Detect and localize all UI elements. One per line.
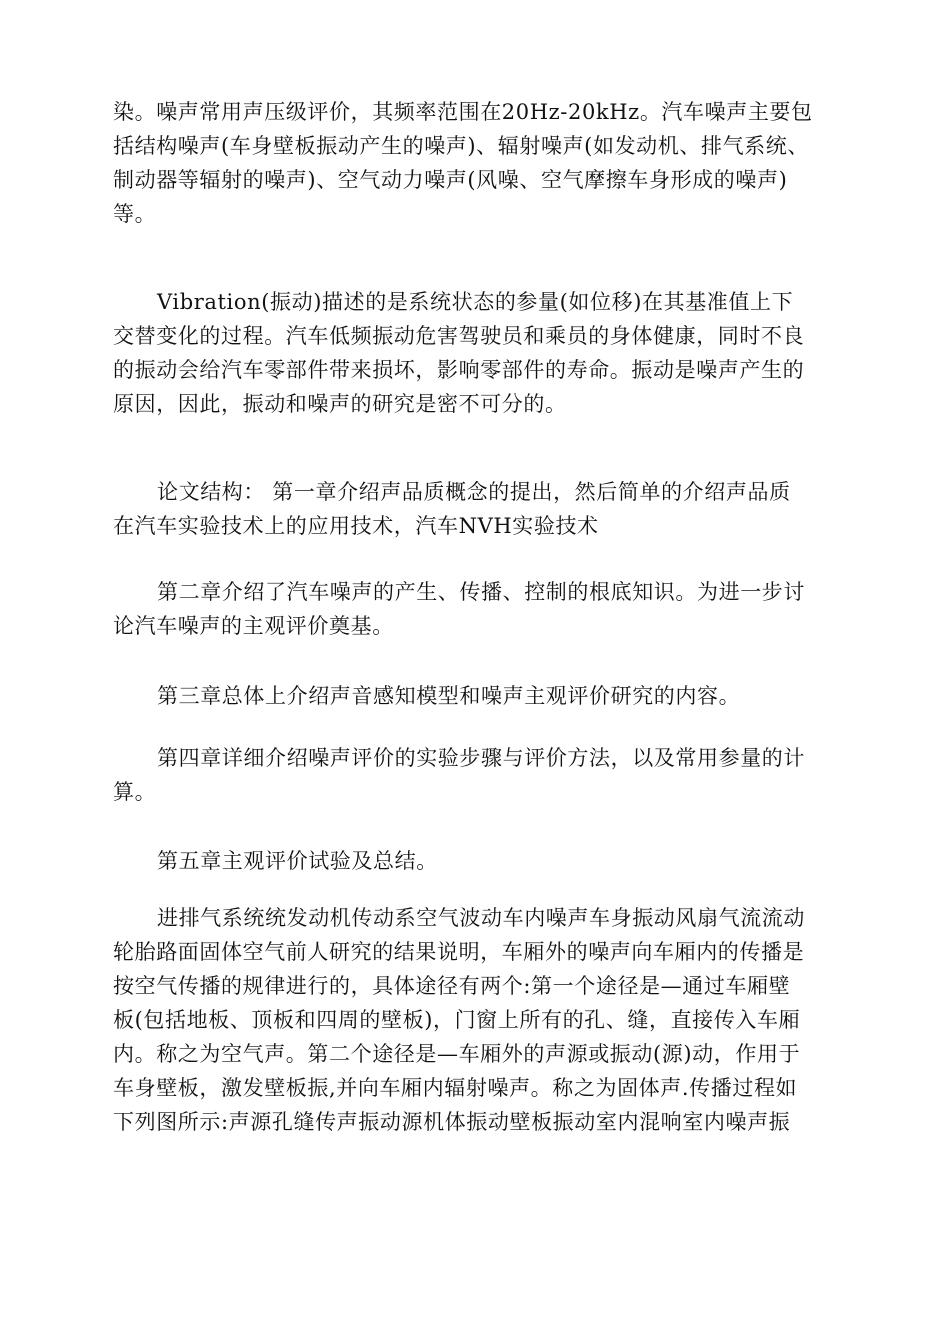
text-line: 染。噪声常用声压级评价，其频率范围在20Hz-20kHz。汽车噪声主要包 xyxy=(113,100,813,124)
paragraph-chapter-four xyxy=(113,741,843,809)
text-line: 板(包括地板、顶板和四周的壁板)，门窗上所有的孔、缝，直接传入车厢 xyxy=(113,1008,801,1032)
text-line: 第三章总体上介绍声音感知模型和噪声主观评价研究的内容。 xyxy=(157,684,741,708)
text-line: 下列图所示:声源孔缝传声振动源机体振动壁板振动室内混响室内噪声振 xyxy=(113,1110,791,1134)
paragraph-chapter-five xyxy=(113,844,843,878)
text-line: Vibration(振动)描述的是系统状态的参量(如位移)在其基准值上下 xyxy=(157,290,794,314)
text-line: 原因，因此，振动和噪声的研究是密不可分的。 xyxy=(113,392,567,416)
text-line: 算。 xyxy=(113,780,157,804)
paragraph-noise-definition xyxy=(113,95,843,231)
text-line: 轮胎路面固体空气前人研究的结果说明，车厢外的噪声向车厢内的传播是 xyxy=(113,940,805,964)
text-line: 第四章详细介绍噪声评价的实验步骤与评价方法，以及常用参量的计 xyxy=(157,746,805,770)
paragraph-thesis-structure xyxy=(113,475,843,543)
text-line: 内。称之为空气声。第二个途径是—车厢外的声源或振动(源)动，作用于 xyxy=(113,1042,801,1066)
text-line: 论文结构： 第一章介绍声品质概念的提出，然后简单的介绍声品质 xyxy=(157,480,791,504)
text-line: 进排气系统统发动机传动系空气波动车内噪声车身振动风扇气流流动 xyxy=(157,906,805,930)
text-line: 括结构噪声(车身壁板振动产生的噪声)、辐射噪声(如发动机、排气系统、 xyxy=(113,134,809,158)
text-line: 按空气传播的规律进行的，具体途径有两个:第一个途径是—通过车厢壁 xyxy=(113,974,791,998)
paragraph-vibration-definition xyxy=(113,285,843,421)
text-line: 的振动会给汽车零部件带来损坏，影响零部件的寿命。振动是噪声产生的 xyxy=(113,358,805,382)
text-line: 制动器等辐射的噪声)、空气动力噪声(风噪、空气摩擦车身形成的噪声) xyxy=(113,168,788,192)
paragraph-chapter-two xyxy=(113,575,843,643)
text-line: 交替变化的过程。汽车低频振动危害驾驶员和乘员的身体健康，同时不良 xyxy=(113,324,805,348)
text-line: 第二章介绍了汽车噪声的产生、传播、控制的根底知识。为进一步讨 xyxy=(157,580,805,604)
text-line: 在汽车实验技术上的应用技术，汽车NVH实验技术 xyxy=(113,514,599,538)
text-line: 第五章主观评价试验及总结。 xyxy=(157,849,438,873)
paragraph-noise-transmission xyxy=(113,901,843,1139)
text-line: 车身壁板，激发壁板振,并向车厢内辐射噪声。称之为固体声.传播过程如 xyxy=(113,1076,798,1100)
text-line: 论汽车噪声的主观评价奠基。 xyxy=(113,614,394,638)
paragraph-chapter-three xyxy=(113,679,843,713)
text-line: 等。 xyxy=(113,202,157,226)
